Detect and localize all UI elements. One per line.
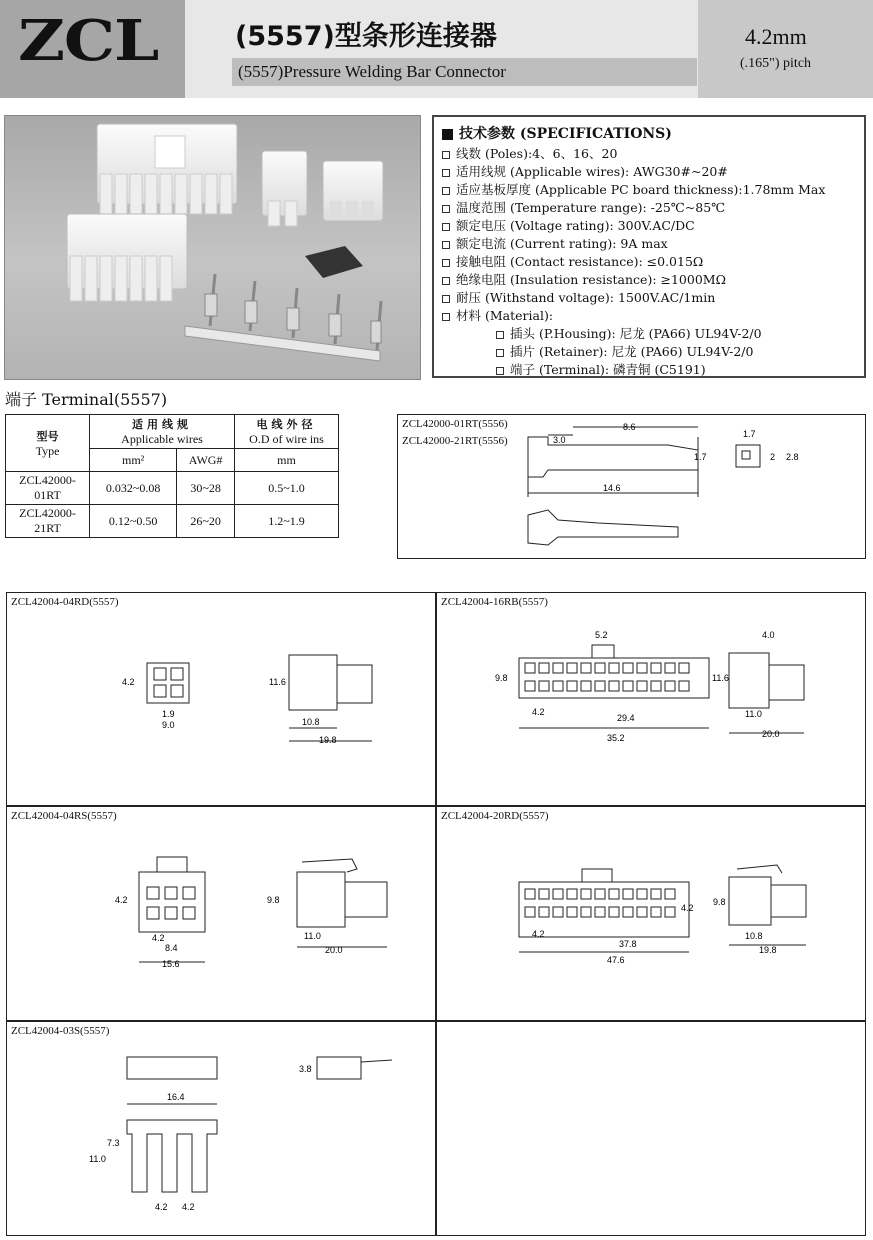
spec-item: 接触电阻 (Contact resistance): ≤0.015Ω (442, 252, 703, 270)
table-header-od: 电线外径 O.D of wire ins (235, 415, 339, 449)
product-photo (4, 115, 421, 380)
svg-text:4.2: 4.2 (152, 933, 165, 943)
spec-item: 绝缘电阻 (Insulation resistance): ≥1000MΩ (442, 270, 726, 288)
checkbox-bullet-icon (442, 187, 450, 195)
terminal-table (5, 414, 339, 538)
empty-panel (436, 1021, 866, 1236)
pitch-mm: 4.2mm (745, 24, 807, 49)
drawing-16rb (437, 593, 865, 805)
checkbox-bullet-icon (496, 349, 504, 357)
svg-text:19.8: 19.8 (319, 735, 337, 745)
terminal-drawing-panel (397, 414, 866, 559)
drawing-label: ZCL42004-20RD(5557) (441, 810, 549, 822)
checkbox-bullet-icon (442, 313, 450, 321)
svg-text:7.3: 7.3 (107, 1138, 120, 1148)
spec-item: 适用线规 (Applicable wires): AWG30#~20# (442, 162, 728, 180)
drawing-panel-16rb (436, 592, 866, 806)
checkbox-bullet-icon (442, 259, 450, 267)
material-item: 插片 (Retainer): 尼龙 (PA66) UL94V-2/0 (496, 342, 753, 360)
drawing-panel-04rs (6, 806, 436, 1021)
svg-text:4.2: 4.2 (122, 677, 135, 687)
svg-text:29.4: 29.4 (617, 713, 635, 723)
unit-awg: AWG# (177, 449, 235, 472)
svg-text:35.2: 35.2 (607, 733, 625, 743)
svg-text:16.4: 16.4 (167, 1092, 185, 1102)
svg-text:4.2: 4.2 (115, 895, 128, 905)
checkbox-bullet-icon (442, 277, 450, 285)
svg-text:20.0: 20.0 (325, 945, 343, 955)
svg-text:1.9: 1.9 (162, 709, 175, 719)
svg-text:11.0: 11.0 (89, 1154, 106, 1164)
svg-text:47.6: 47.6 (607, 955, 625, 965)
drawing-panel-20rd (436, 806, 866, 1021)
svg-text:9.8: 9.8 (713, 897, 726, 907)
specifications-box (432, 115, 866, 378)
svg-text:4.2: 4.2 (155, 1202, 168, 1212)
drawing-label: ZCL42000-01RT(5556) (402, 418, 508, 430)
svg-text:9.8: 9.8 (267, 895, 280, 905)
svg-text:3.8: 3.8 (299, 1064, 312, 1074)
unit-mm: mm (235, 449, 339, 472)
svg-text:10.8: 10.8 (302, 717, 320, 727)
specs-title-row (442, 123, 672, 143)
table-header-wires: 适用线规 Applicable wires (90, 415, 235, 449)
dim-label: 1.7 (694, 452, 707, 462)
svg-text:4.2: 4.2 (532, 929, 545, 939)
checkbox-bullet-icon (496, 367, 504, 375)
svg-text:8.4: 8.4 (165, 943, 178, 953)
page-subtitle: (5557)Pressure Welding Bar Connector (238, 62, 506, 81)
drawing-04rs (7, 807, 435, 1020)
spec-item: 适应基板厚度 (Applicable PC board thickness):1.78mm Max (442, 180, 825, 198)
checkbox-bullet-icon (442, 295, 450, 303)
svg-text:11.0: 11.0 (745, 709, 762, 719)
svg-text:11.6: 11.6 (269, 677, 286, 687)
spec-item: 材料 (Material): (442, 306, 553, 324)
dim-label: 3.0 (553, 435, 566, 445)
svg-text:4.2: 4.2 (681, 903, 694, 913)
checkbox-bullet-icon (442, 151, 450, 159)
dim-label: 1.7 (743, 429, 756, 439)
svg-text:11.0: 11.0 (304, 931, 321, 941)
terminal-heading: 端子 Terminal(5557) (5, 390, 168, 409)
terminal-drawing (398, 415, 865, 558)
product-photo-illustration (5, 116, 422, 381)
svg-text:9.0: 9.0 (162, 720, 175, 730)
drawing-label: ZCL42004-16RB(5557) (441, 596, 548, 608)
drawing-03s (7, 1022, 435, 1235)
drawing-04rd (7, 593, 435, 805)
dim-label: 8.6 (623, 422, 636, 432)
dim-label: 2.8 (786, 452, 799, 462)
checkbox-bullet-icon (496, 331, 504, 339)
svg-text:4.2: 4.2 (532, 707, 545, 717)
svg-text:5.2: 5.2 (595, 630, 608, 640)
svg-text:11.6: 11.6 (712, 673, 729, 683)
table-row: ZCL42000-01RT 0.032~0.08 30~28 0.5~1.0 (6, 472, 339, 505)
unit-mm2: mm² (90, 449, 177, 472)
specs-title: 技术参数 (SPECIFICATIONS) (459, 126, 672, 142)
svg-text:15.6: 15.6 (162, 959, 180, 969)
svg-text:20.0: 20.0 (762, 729, 780, 739)
spec-item: 耐压 (Withstand voltage): 1500V.AC/1min (442, 288, 715, 306)
spec-item: 额定电压 (Voltage rating): 300V.AC/DC (442, 216, 695, 234)
checkbox-bullet-icon (442, 205, 450, 213)
svg-text:9.8: 9.8 (495, 673, 508, 683)
drawing-label: ZCL42004-03S(5557) (11, 1025, 110, 1037)
drawing-label: ZCL42004-04RD(5557) (11, 596, 119, 608)
brand-logo: ZCL (18, 8, 159, 74)
checkbox-bullet-icon (442, 223, 450, 231)
dim-label: 14.6 (603, 483, 621, 493)
pitch-inch: (.165") pitch (740, 56, 812, 71)
drawing-label: ZCL42004-04RS(5557) (11, 810, 117, 822)
checkbox-bullet-icon (442, 169, 450, 177)
svg-text:10.8: 10.8 (745, 931, 763, 941)
page-title: (5557)型条形连接器 (235, 21, 497, 52)
drawing-panel-03s (6, 1021, 436, 1236)
material-item: 端子 (Terminal): 磷青铜 (C5191) (496, 360, 706, 378)
spec-item: 温度范围 (Temperature range): -25℃~85℃ (442, 198, 725, 216)
table-header-type: 型号 Type (6, 415, 90, 472)
checkbox-bullet-icon (442, 241, 450, 249)
drawing-20rd (437, 807, 865, 1020)
drawing-panel-04rd (6, 592, 436, 806)
spec-item: 额定电流 (Current rating): 9A max (442, 234, 668, 252)
table-row: ZCL42000-21RT 0.12~0.50 26~20 1.2~1.9 (6, 505, 339, 538)
drawing-label: ZCL42000-21RT(5556) (402, 435, 508, 447)
svg-text:37.8: 37.8 (619, 939, 637, 949)
spec-item: 线数 (Poles):4、6、16、20 (442, 144, 617, 162)
dim-label: 2 (770, 452, 776, 462)
svg-text:4.0: 4.0 (762, 630, 775, 640)
svg-text:19.8: 19.8 (759, 945, 777, 955)
svg-text:4.2: 4.2 (182, 1202, 195, 1212)
material-item: 插头 (P.Housing): 尼龙 (PA66) UL94V-2/0 (496, 324, 762, 342)
square-bullet-icon (442, 129, 453, 140)
